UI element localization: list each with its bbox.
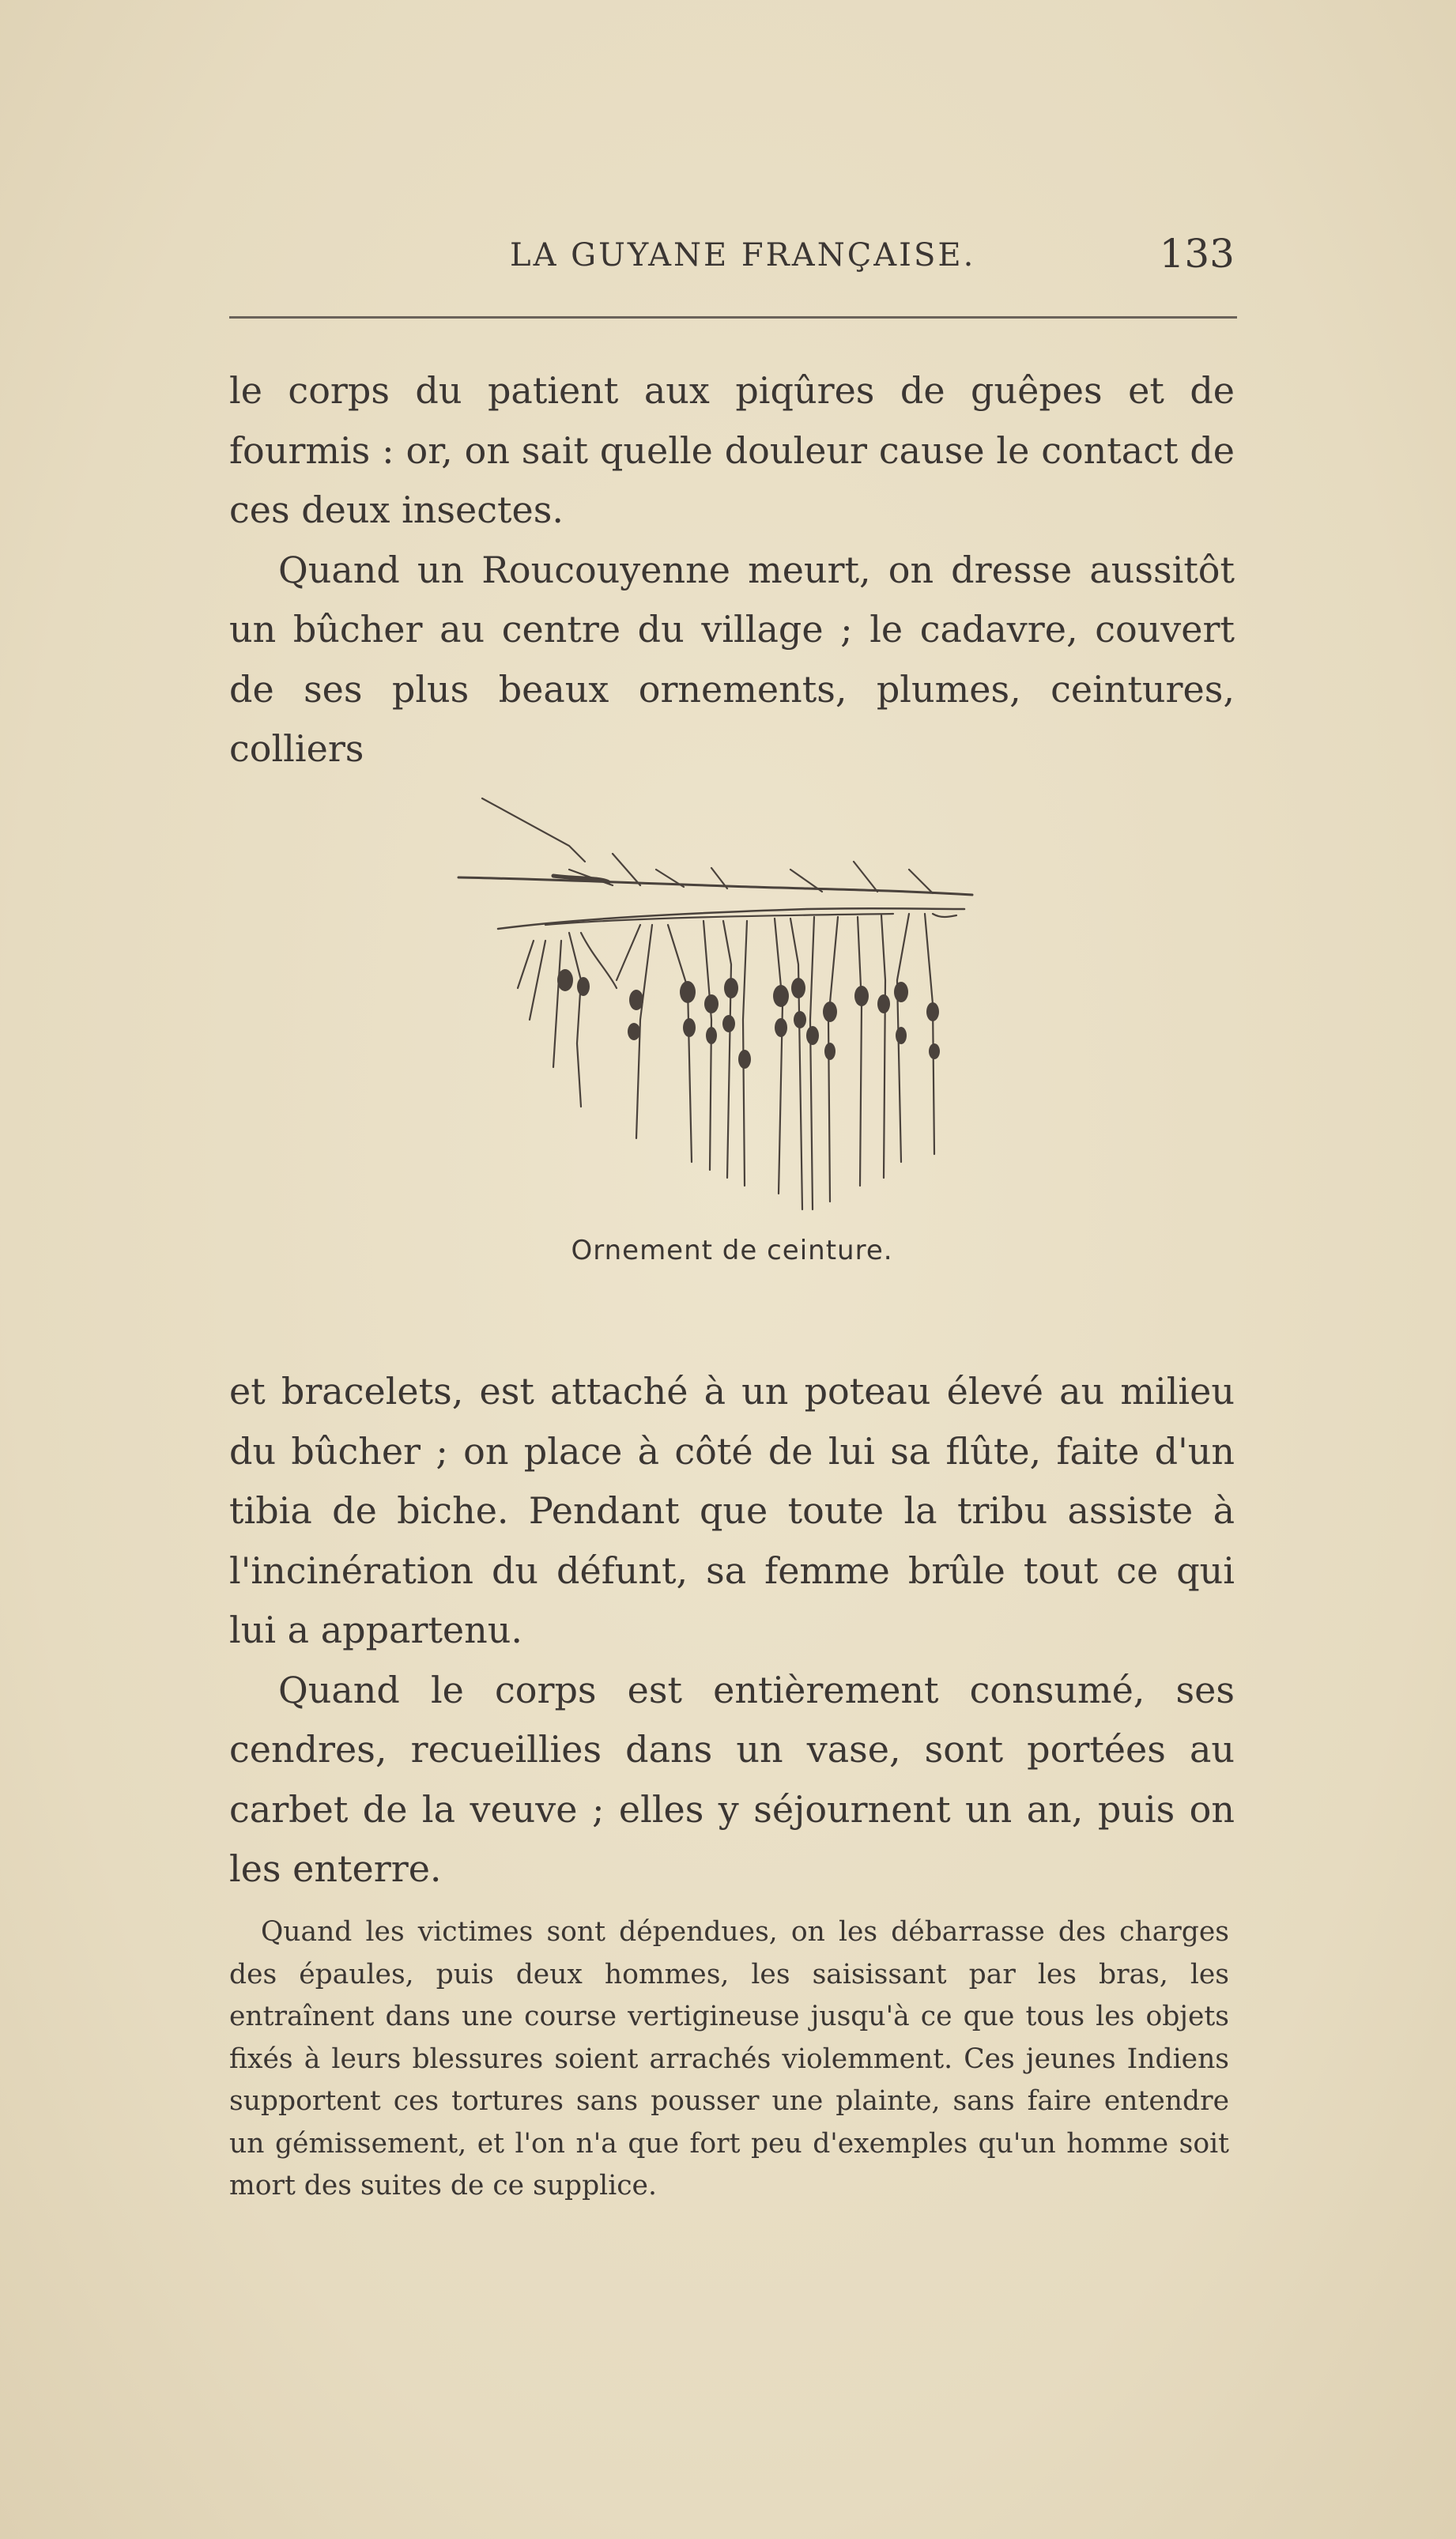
figure-belt-ornament: [451, 783, 1028, 1225]
paragraph-continued: le corps du patient aux piqûres de guêpes et de fourmis : or, on sait quelle douleur cause le contact de ces deux insectes.: [229, 369, 1235, 531]
paragraph-bracelets: et bracelets, est attaché à un poteau élevé au milieu du bûcher ; on place à côté de lui sa flûte, faite d'un tibia de biche. Pendant que toute la tribu assiste à l'incinération du défunt, sa femme brûle tout ce qui lui a appartenu.: [229, 1370, 1235, 1651]
header-rule: [229, 316, 1237, 319]
page-header: [229, 231, 1235, 294]
footnote: [229, 1911, 1229, 2208]
footnote-text: Quand les victimes sont dépendues, on les débarrasse des charges des épaules, puis deux hommes, les saisissant par les bras, les entraînent dans une course vertigineuse jusqu'à ce que tous les objets fixés à leurs blessures soient arrachés violemment. Ces jeunes Indiens supportent ces tortures sans pousser une plainte, sans faire entendre un gémissement, et l'on n'a que fort peu d'exemples qu'un homme soit mort des suites de ce supplice.: [229, 1916, 1229, 2201]
figure-caption: Ornement de ceinture.: [571, 1235, 893, 1266]
paragraph-ashes: Quand le corps est entièrement consumé, ses cendres, recueillies dans un vase, sont portées au carbet de la veuve ; elles y séjournent un an, puis on les enterre.: [229, 1668, 1235, 1890]
text-block-bottom: [229, 1362, 1235, 1900]
running-title: LA GUYANE FRANÇAISE.: [510, 237, 976, 274]
belt-ornament-illustration: [451, 783, 1028, 1225]
paragraph-funeral: Quand un Roucouyenne meurt, on dresse aussitôt un bûcher au centre du village ; le cadavre, couvert de ses plus beaux ornements, plumes, ceintures, colliers: [229, 548, 1235, 770]
text-block-top: [229, 361, 1235, 779]
page-number: 133: [1159, 231, 1235, 277]
